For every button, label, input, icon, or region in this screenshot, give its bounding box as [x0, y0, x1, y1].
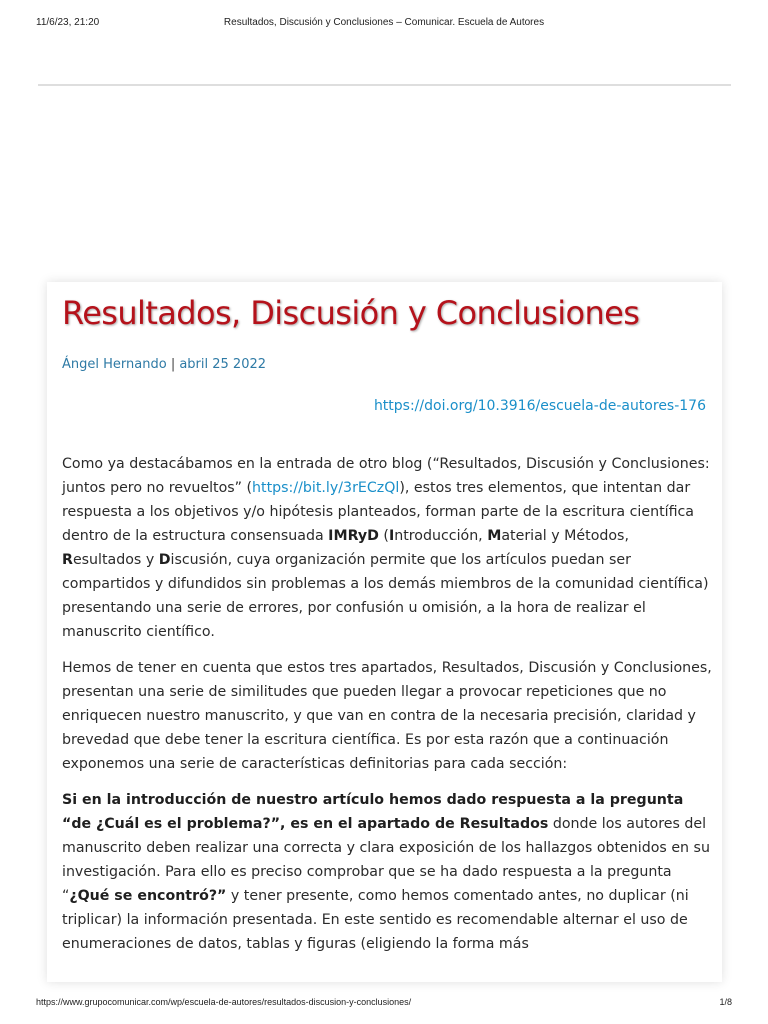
article-title: Resultados, Discusión y Conclusiones: [62, 294, 640, 332]
text-run: Como ya destacábamos en la entrada de otro blog (“Resultados, Discusión y Conclusiones: juntos pero no revueltos” (: [62, 456, 710, 496]
initial-i: I: [388, 528, 395, 544]
author-link[interactable]: Ángel Hernando: [62, 357, 167, 372]
text-run: esultados y: [72, 552, 159, 568]
results-lead-bold: Si en la introducción de nuestro artículo hemos dado respuesta a la pregunta “de ¿Cuál es el problema?”, es en el apartado de Resultados: [62, 792, 684, 832]
article-body: [62, 452, 712, 968]
text-run: ), estos tres elementos, que intentan dar respuesta a los objetivos y/o hipótesis planteados, forman parte de la escritura científica dentro de la estructura consensuada: [62, 480, 695, 544]
imryd-bold: IMRyD: [328, 528, 379, 544]
print-date: 11/6/23, 21:20: [36, 17, 100, 28]
question-bold: ¿Qué se encontró?”: [69, 888, 227, 904]
paragraph-1: [62, 452, 712, 644]
paragraph-2: Hemos de tener en cuenta que estos tres apartados, Resultados, Discusión y Conclusiones, presentan una serie de similitudes que pueden llegar a provocar repeticiones que no enriquecen nuestro manuscrito, y que van en contra de la necesaria precisión, claridad y brevedad que debe tener la escritura científica. Es por esta razón que a continuación exponemos una serie de características definitorias para cada sección:: [62, 660, 712, 772]
page-number: 1/8: [719, 997, 732, 1007]
text-run: (: [378, 528, 389, 544]
article-date-link[interactable]: abril 25 2022: [179, 357, 267, 372]
article-byline: [62, 357, 266, 372]
header-divider: [38, 84, 731, 86]
text-run: ntroducción,: [394, 528, 488, 544]
text-run: aterial y Métodos,: [501, 528, 629, 544]
initial-m: M: [487, 528, 502, 544]
paragraph-3: [62, 788, 712, 956]
text-run: y tener presente, como hemos comentado antes, no duplicar (ni triplicar) la información presentada. En este sentido es recomendable alternar el uso de enumeraciones de datos, tablas y figuras (eligiendo la forma más: [62, 888, 689, 952]
print-header: [36, 17, 732, 31]
doi-link[interactable]: https://doi.org/10.3916/escuela-de-autores-176: [373, 398, 706, 414]
text-run: donde los autores del manuscrito deben realizar una correcta y clara exposición de los hallazgos obtenidos en su investigación. Para ello es preciso comprobar que se ha dado respuesta a la pregunta “: [62, 816, 710, 904]
text-run: iscusión, cuya organización permite que los artículos puedan ser compartidos y difundidos sin problemas a los demás miembros de la comunidad científica) presentando una serie de errores, por confusión u omisión, a la hora de realizar el manuscrito científico.: [62, 552, 709, 640]
print-page-title: Resultados, Discusión y Conclusiones – Comunicar. Escuela de Autores: [223, 17, 545, 28]
initial-r: R: [62, 552, 73, 568]
blog-link[interactable]: https://bit.ly/3rECzQl: [252, 480, 400, 496]
byline-separator: |: [170, 357, 176, 372]
initial-d: D: [158, 552, 171, 568]
print-footer: [36, 997, 732, 1011]
print-url: https://www.grupocomunicar.com/wp/escuela-de-autores/resultados-discusion-y-conclusiones/: [36, 997, 412, 1007]
